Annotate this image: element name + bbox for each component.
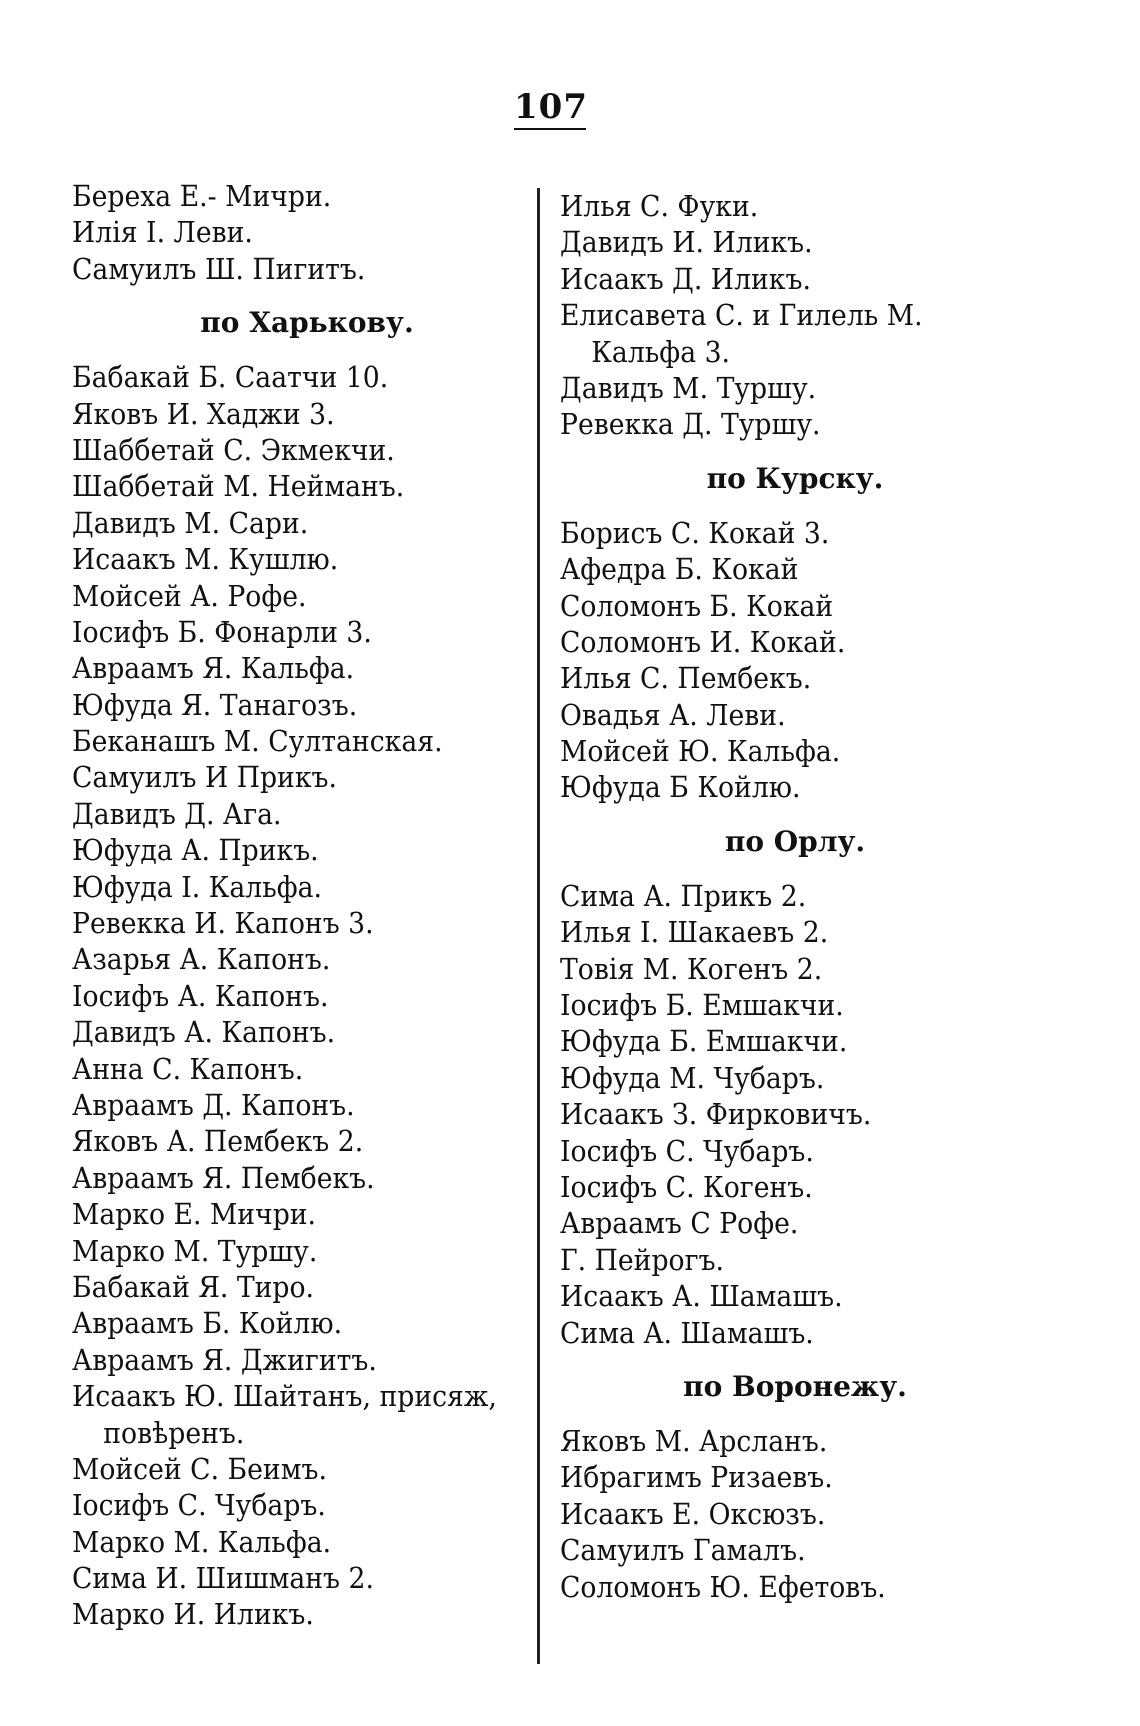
- section-heading-orel: по Орлу.: [724, 824, 866, 858]
- list-item: Іосифъ С. Чубаръ.: [72, 1488, 326, 1523]
- list-item: Г. Пейрогъ.: [560, 1242, 725, 1277]
- list-item: Товія М. Когенъ 2.: [560, 951, 823, 986]
- list-item: Илья С. Пембекъ.: [560, 661, 812, 696]
- list-item: Мойсей А. Рофе.: [72, 578, 307, 613]
- list-item: Юфуда Б Койлю.: [560, 770, 801, 805]
- list-item: Исаакъ З. Фирковичъ.: [560, 1097, 872, 1132]
- list-item: Бабакай Б. Саатчи 10.: [72, 360, 389, 395]
- list-item: Исаакъ А. Шамашъ.: [560, 1279, 843, 1314]
- list-item: Марко Е. Мичри.: [72, 1197, 317, 1232]
- list-item: Шаббетай М. Нейманъ.: [72, 469, 405, 504]
- list-item: Марко М. Кальфа.: [72, 1524, 332, 1559]
- list-item: Сима И. Шишманъ 2.: [72, 1561, 374, 1596]
- list-item: Давидъ И. Иликъ.: [560, 225, 813, 260]
- list-item: Юфуда А. Прикъ.: [72, 833, 319, 868]
- section-heading-voronezh: по Воронежу.: [683, 1369, 907, 1403]
- list-item: Сима А. Шамашъ.: [560, 1315, 814, 1350]
- list-item: Юфуда М. Чубаръ.: [560, 1060, 825, 1095]
- list-item: Илія І. Леви.: [72, 215, 253, 250]
- list-item: Авраамъ Я. Джигитъ.: [72, 1342, 377, 1377]
- list-item: Яковъ М. Арсланъ.: [560, 1423, 828, 1458]
- list-item: Соломонъ И. Кокай.: [560, 624, 846, 659]
- list-item: Марко И. Иликъ.: [72, 1597, 314, 1632]
- list-item: Давидъ М. Туршу.: [560, 370, 817, 405]
- section-heading-kursk: по Курску.: [706, 461, 884, 495]
- list-item: Авраамъ Д. Капонъ.: [72, 1087, 355, 1122]
- list-item: Давидъ А. Капонъ.: [72, 1015, 336, 1050]
- list-item: Соломонъ Б. Кокай: [560, 588, 834, 623]
- list-item: Исаакъ М. Кушлю.: [72, 542, 339, 577]
- page-number: 107: [514, 88, 586, 130]
- list-item: Яковъ И. Хаджи 3.: [72, 396, 335, 431]
- list-item: Азарья А. Капонъ.: [72, 942, 331, 977]
- list-item: Ибрагимъ Ризаевъ.: [560, 1460, 833, 1495]
- list-item-continuation: повѣренъ.: [103, 1415, 245, 1450]
- list-item: Афедра Б. Кокай: [560, 552, 799, 587]
- list-item: Давидъ М. Сари.: [72, 505, 309, 540]
- list-item: Авраамъ Я. Кальфа.: [72, 651, 355, 686]
- list-item: Исаакъ Е. Оксюзъ.: [560, 1496, 826, 1531]
- list-item: Іосифъ А. Капонъ.: [72, 978, 329, 1013]
- list-item: Береха Е.- Мичри.: [72, 179, 332, 213]
- list-item: Борисъ С. Кокай 3.: [560, 515, 830, 550]
- list-item: Сима А. Прикъ 2.: [560, 878, 807, 913]
- list-item: Самуилъ Гамалъ.: [560, 1533, 806, 1568]
- list-item: Ревекка И. Капонъ 3.: [72, 906, 374, 941]
- list-item: Авраамъ Я. Пембекъ.: [72, 1160, 375, 1195]
- section-heading-kharkov: по Харькову.: [200, 306, 414, 340]
- list-item: Исаакъ Ю. Шайтанъ, присяж,: [72, 1379, 497, 1414]
- list-item: Юфуда Я. Танагозъ.: [72, 687, 358, 722]
- list-item: Мойсей Ю. Кальфа.: [560, 734, 841, 769]
- list-item: Исаакъ Д. Иликъ.: [560, 261, 811, 296]
- list-item: Шаббетай С. Экмекчи.: [72, 432, 395, 467]
- list-item: Овадья А. Леви.: [560, 697, 786, 732]
- list-item: Марко М. Туршу.: [72, 1233, 318, 1268]
- list-item: Самуилъ И Прикъ.: [72, 760, 337, 795]
- left-top-entries: [72, 178, 542, 287]
- list-item: Іосифъ С. Чубаръ.: [560, 1133, 814, 1168]
- list-item: Іосифъ Б. Фонарли 3.: [72, 614, 372, 649]
- right-column: [560, 188, 1030, 1605]
- list-item: Юфуда І. Кальфа.: [72, 869, 323, 904]
- list-item: Соломонъ Ю. Ефетовъ.: [560, 1569, 886, 1604]
- kursk-list: [560, 515, 1030, 806]
- list-item: Илья І. Шакаевъ 2.: [560, 915, 829, 950]
- list-item: Юфуда Б. Емшакчи.: [560, 1024, 848, 1059]
- list-item: Іосифъ С. Когенъ.: [560, 1169, 813, 1204]
- list-item: Илья С. Фуки.: [560, 189, 759, 223]
- list-item: Бабакай Я. Тиро.: [72, 1269, 315, 1304]
- list-item: Анна С. Капонъ.: [72, 1051, 304, 1086]
- list-item: Самуилъ Ш. Пигитъ.: [72, 251, 366, 286]
- voronezh-list: [560, 1423, 1030, 1605]
- list-item: Ревекка Д. Туршу.: [560, 407, 821, 442]
- list-item: Беканашъ М. Султанская.: [72, 724, 443, 759]
- list-item: Елисавета С. и Гилель М.: [560, 298, 923, 333]
- kharkov-list: [72, 359, 542, 1633]
- list-item: Яковъ А. Пембекъ 2.: [72, 1124, 364, 1159]
- list-item: Мойсей С. Беимъ.: [72, 1451, 327, 1486]
- list-item: Іосифъ Б. Емшакчи.: [560, 988, 844, 1023]
- right-top-entries: [560, 188, 1030, 443]
- list-item: Давидъ Д. Ага.: [72, 796, 282, 831]
- left-column: [72, 178, 542, 1633]
- orel-list: [560, 878, 1030, 1351]
- list-item-continuation: Кальфа 3.: [591, 334, 731, 369]
- list-item: Авраамъ Б. Койлю.: [72, 1306, 343, 1341]
- list-item: Авраамъ С Рофе.: [560, 1206, 799, 1241]
